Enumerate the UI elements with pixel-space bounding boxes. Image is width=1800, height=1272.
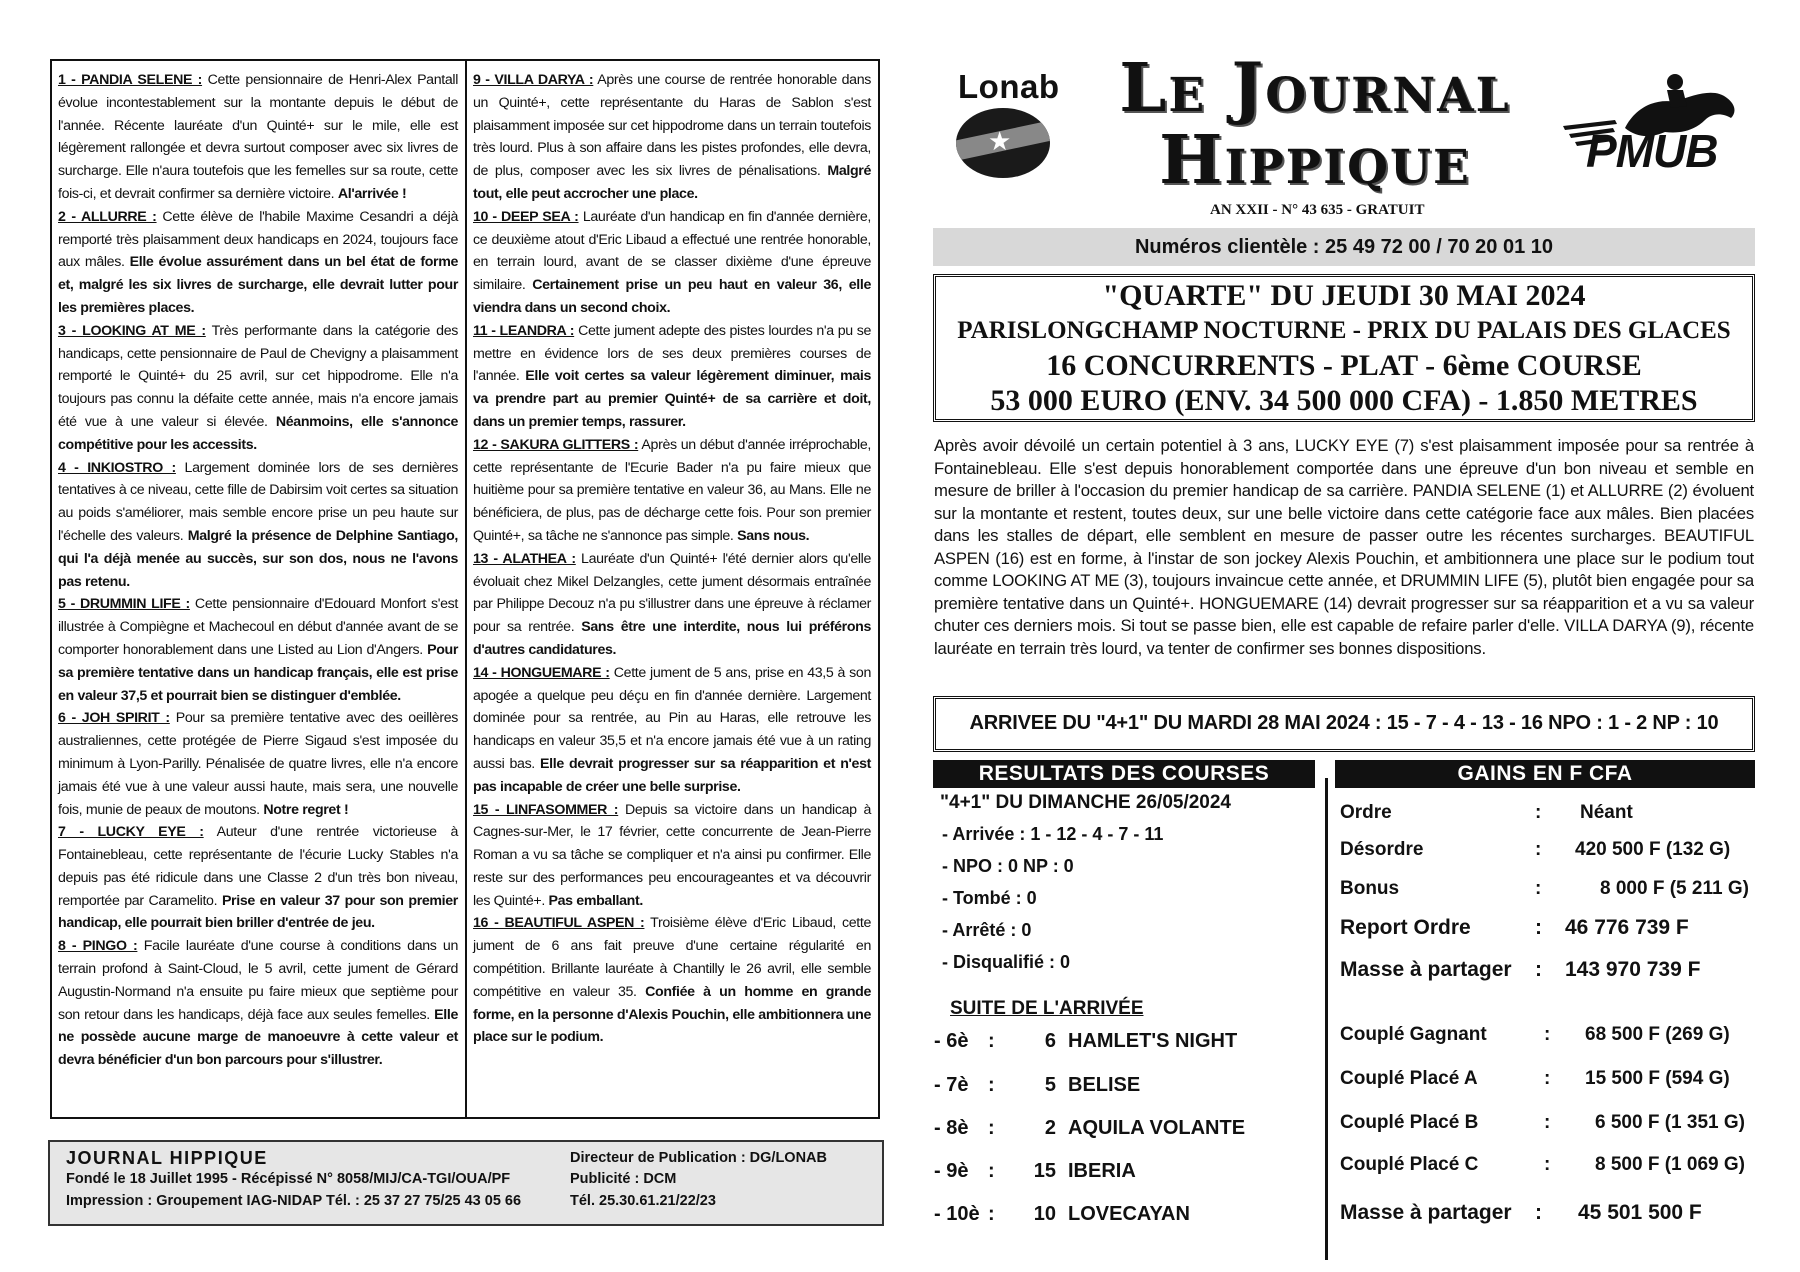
horse-entry: 3 - LOOKING AT ME : Très performante dans la catégorie des handicaps, cette pensionnaire de Paul de Chevigny a plaisamment remporté le Quinté+ du 25 avril, sur cet hippodrome. Elle n'a toujours pas connu la défaite cette année, mais n'a encore jamais été vue à une valeur si élevée. Néanmoins, elle s'annonce compétitive pour les accessits. <box>58 322 458 453</box>
masthead-advertising: Publicité : DCM <box>570 1171 677 1187</box>
results-line: - Arrêté : 0 <box>942 920 1032 940</box>
race-title-box <box>933 274 1755 422</box>
results-subtitle: "4+1" DU DIMANCHE 26/05/2024 <box>940 792 1232 813</box>
journal-title <box>1090 48 1540 199</box>
suite-arrivee-title: SUITE DE L'ARRIVÉE <box>950 998 1144 1019</box>
horse-entry: 11 - LEANDRA : Cette jument adepte des pistes lourdes n'a pu se mettre en évidence lors de ses deux premières courses de l'année. Elle voit certes sa valeur légèrement diminuer, mais va prendre part au premier Quinté+ de sa carrière et doit, dans un premier temps, rassurer. <box>473 322 872 430</box>
gains-header: GAINS EN F CFA <box>1335 760 1755 788</box>
client-numbers: Numéros clientèle : 25 49 72 00 / 70 20 01 10 <box>933 228 1755 266</box>
lonab-logo-text: Lonab <box>958 68 1060 105</box>
pmub-logo-text: PMUB <box>1586 125 1718 177</box>
suite-row: - 9è : 15 IBERIA <box>934 1160 1136 1182</box>
horse-entry: 8 - PINGO : Facile lauréate d'une course à conditions dans un terrain profond à Saint-Cloud, le 5 avril, cette jument de Gérard Augustin-Normand n'a ensuite pu faire mieux que septième pour son retour dans les handicaps, déjà face aux seules femelles. Elle ne possède aucune marge de manoeuvre à cette valeur et devra bénéficier d'un bon parcours pour s'illustrer. <box>58 938 458 1069</box>
race-venue: PARISLONGCHAMP NOCTURNE - PRIX DU PALAIS DES GLACES <box>957 317 1731 344</box>
column-divider <box>1325 778 1328 1260</box>
masthead-printing: Impression : Groupement IAG-NIDAP Tél. : 25 37 27 75/25 43 05 66 <box>66 1193 522 1209</box>
suite-row: - 10è : 10 LOVECAYAN <box>934 1203 1190 1225</box>
lonab-emblem-icon: ★ <box>956 108 1050 178</box>
race-prize: 53 000 EURO (ENV. 34 500 000 CFA) - 1.850 METRES <box>990 384 1698 417</box>
results-line: - NPO : 0 NP : 0 <box>942 856 1074 876</box>
journal-title-line2: Hippique <box>1159 120 1471 199</box>
masthead-director: Directeur de Publication : DG/LONAB <box>570 1150 827 1166</box>
results-line: - Tombé : 0 <box>942 888 1037 908</box>
race-details: 16 CONCURRENTS - PLAT - 6ème COURSE <box>1046 349 1642 382</box>
edition-number: AN XXII - N° 43 635 - GRATUIT <box>1210 202 1425 218</box>
horse-entry: 10 - DEEP SEA : Lauréate d'un handicap en fin d'année dernière, ce deuxième atout d'Eric Libaud a effectué une rentrée honorable, en terrain lourd, avant de se classer dixième d'une épreuve similaire. Certainement prise un peu haut en valeur 36, elle viendra dans un second choix. <box>473 208 871 316</box>
horse-entry: 6 - JOH SPIRIT : Pour sa première tentative avec des oeillères australiennes, cette protégée de Pierre Sigaud s'est imposée du minimum à Lyon-Parilly. Pénalisée de quatre livres, elle n'a encore jamais été vue à une valeur aussi haute, mais sera, une nouvelle fois, munie de peaux de moutons. Notre regret ! <box>58 710 458 818</box>
suite-row: - 8è : 2 AQUILA VOLANTE <box>934 1117 1246 1139</box>
commentary-column-right <box>465 61 878 1117</box>
commentary-column-left <box>52 61 465 1117</box>
horse-entry: 1 - PANDIA SELENE : Cette pensionnaire de Henri-Alex Pantall évolue incontestablement sur la montante depuis le début de l'année. Récente lauréate d'un Quinté+ sur le mile, elle est légèrement rallongée et devra surtout composer avec six livres de surcharge. Elle n'aura toutefois que les femelles sur sa route, cette fois-ci, et devrait confirmer sa dernière victoire. Al'arrivée ! <box>58 72 458 202</box>
horse-commentary-box <box>50 59 880 1119</box>
suite-row: - 6è : 6 HAMLET'S NIGHT <box>934 1030 1238 1052</box>
masthead-title: JOURNAL HIPPIQUE <box>66 1148 268 1168</box>
results-header: RESULTATS DES COURSES <box>933 760 1315 788</box>
horse-entry: 16 - BEAUTIFUL ASPEN : Troisième élève d'Eric Libaud, cette jument de 6 ans fait preuve d'une certaine régularité en compétition. Brillante lauréate à Chantilly le 26 avril, elle semble compétitive en valeur 35. Confiée à un homme en grande forme, en la personne d'Alexis Pouchin, elle ambitionnera une place sur le podium. <box>473 915 872 1046</box>
horse-entry: 7 - LUCKY EYE : Auteur d'une rentrée victorieuse à Fontainebleau, cette représentante de l'écurie Lucky Stables n'a depuis pas été ridicule dans une Classe 2 d'un très bon niveau, remportée par Caramelito. Prise en valeur 37 pour son premier handicap, elle pourrait bien briller d'entrée de jeu. <box>58 824 459 932</box>
horse-entry: 12 - SAKURA GLITTERS : Après un début d'année irréprochable, cette représentante de l'Ecurie Bader n'a pu faire mieux que huitième pour sa première tentative en valeur 36, au Mans. Elle ne bénéficiera, de plus, pas de décharge cette fois. Pour son premier Quinté+, sa tâche ne s'annonce pas simple. Sans nous. <box>473 436 871 544</box>
masthead-founded: Fondé le 18 Juillet 1995 - Récépissé N° 8058/MIJ/CA-TGI/OUA/PF <box>66 1171 511 1187</box>
masthead-phone: Tél. 25.30.61.21/22/23 <box>570 1193 716 1209</box>
suite-row: - 7è : 5 BELISE <box>934 1074 1141 1096</box>
publication-masthead <box>48 1140 884 1226</box>
horse-entry: 14 - HONGUEMARE : Cette jument de 5 ans, prise en 43,5 à son apogée a quelque peu déçu en fin d'année dernière. Largement dominée pour sa rentrée, au Pin au Haras, elle retrouve les handicaps en valeur 35,5 et n'a encore jamais été vue à un rating aussi bas. Elle devrait progresser sur sa réapparition et n'est pas incapable de créer une belle surprise. <box>473 664 871 795</box>
journal-title-line1: Le Journal <box>1119 48 1511 127</box>
race-analysis-paragraph: Après avoir dévoilé un certain potentiel à 3 ans, LUCKY EYE (7) s'est plaisamment imposée pour sa rentrée à Fontainebleau. Elle s'est depuis honorablement comportée dans une épreuve d'un bon niveau et semble en mesure de briller à l'occasion du premier handicap de sa carrière. PANDIA SELENE (1) et ALLURRE (2) évoluent sur la montante et restent, toutes deux, sur une belle victoire dans cette catégorie face aux mâles. Bien placées dans les stalles de départ, elle semblent en mesure de passer outre les récentes surcharges. BEAUTIFUL ASPEN (16) est en forme, à l'instar de son jockey Alexis Pouchin, et ambitionnera une place sur le podium tout comme LOOKING AT ME (3), toujours invaincue cette année, et DRUMMIN LIFE (5), plutôt bien engagée pour sa première tentative dans un Quinté+. HONGUEMARE (14) devrait progresser sur sa réapparition et a vu sa valeur chuter ces derniers mois. Si tout se passe bien, elle est capable de refaire parler d'elle. VILLA DARYA (9), récente lauréate en terrain très lourd, va tenter de confirmer ses bonnes dispositions. <box>934 436 1754 658</box>
horse-entry: 15 - LINFASOMMER : Depuis sa victoire dans un handicap à Cagnes-sur-Mer, le 17 février, cette concurrente de Jean-Pierre Roman a vu sa tâche se compliquer et n'a ainsi pu confirmer. Elle reste sur des performances peu encourageantes et va découvrir les Quinté+. Pas emballant. <box>473 801 871 909</box>
results-line: - Arrivée : 1 - 12 - 4 - 7 - 11 <box>942 824 1164 844</box>
horse-entry: 9 - VILLA DARYA : Après une course de rentrée honorable dans un Quinté+, cette représentante du Haras de Sablon s'est plaisamment imposée sur cet hippodrome dans un terrain toutefois très lourd. Plus à son affaire dans les pistes profondes, elle devra, de plus, composer avec les six livres de pénalisations. Malgré tout, elle peut accrocher une place. <box>473 72 872 202</box>
horse-entry: 13 - ALATHEA : Lauréate d'un Quinté+ l'été dernier alors qu'elle évoluait chez Mikel Delzangles, cette jument désormais entraînée par Philippe Decouz n'a pu s'illustrer dans une épreuve à réclamer pour sa rentrée. Sans être une interdite, nous lui préférons d'autres candidatures. <box>473 550 872 658</box>
horse-entry: 5 - DRUMMIN LIFE : Cette pensionnaire d'Edouard Monfort s'est illustrée à Compiègne et Machecoul en début d'année avant de se comporter honorablement dans une Listed au Lion d'Angers. Pour sa première tentative dans un handicap français, elle est prise en valeur 37,5 et pourrait bien se distinguer d'emblée. <box>58 596 458 704</box>
results-line: - Disqualifié : 0 <box>942 952 1071 972</box>
race-title: "QUARTE" DU JEUDI 30 MAI 2024 <box>1102 279 1586 312</box>
previous-arrival-box: ARRIVEE DU "4+1" DU MARDI 28 MAI 2024 : 15 - 7 - 4 - 13 - 16 NPO : 1 - 2 NP : 10 <box>933 696 1755 752</box>
horse-entry: 2 - ALLURRE : Cette élève de l'habile Maxime Cesandri a déjà remporté très plaisamment deux handicaps en 2024, toujours face aux mâles. Elle évolue assurément dans un bel état de forme et, malgré les six livres de surcharge, elle devrait lutter pour les premières places. <box>58 208 458 316</box>
horse-entry: 4 - INKIOSTRO : Largement dominée lors de ses dernières tentatives à ce niveau, cette fille de Dabirsim voit certes sa situation au poids s'améliorer, mais semble encore prise un peu haute sur l'échelle des valeurs. Malgré la présence de Delphine Santiago, qui l'a déjà menée au succès, sur son dos, nous ne l'avons pas retenu. <box>58 459 458 590</box>
